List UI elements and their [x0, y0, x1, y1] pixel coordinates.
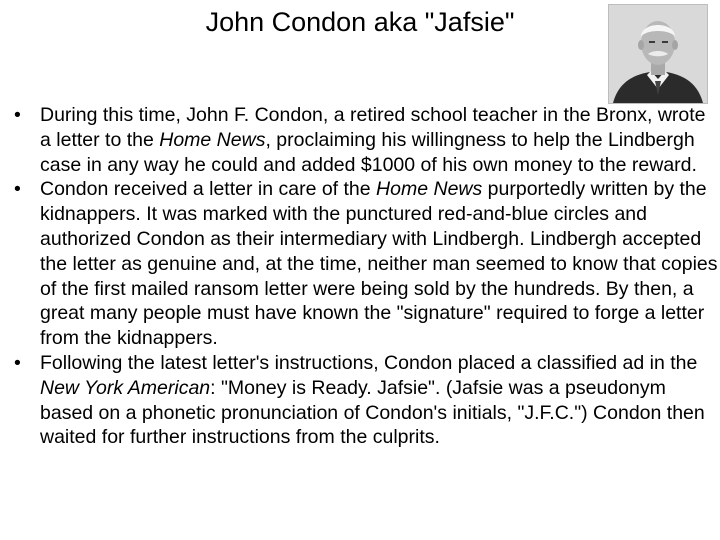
- bullet-text: , proclaiming his willingness to help the Lindbergh case in any way he could and added $1000 of his own money to the reward.: [40, 128, 697, 176]
- bullet-text: Following the latest letter's instructions, Condon placed a classified ad in the: [40, 351, 698, 374]
- portrait-image-icon: [609, 5, 707, 103]
- italic-text: Home News: [376, 178, 483, 201]
- slide-title: John Condon aka "Jafsie": [205, 7, 515, 37]
- bullet-text: Condon received a letter in care of the: [40, 178, 377, 201]
- bullet-item: [14, 351, 718, 450]
- portrait-photo: [608, 4, 708, 104]
- bullet-list: [14, 103, 718, 450]
- bullet-text: purportedly written by the kidnappers. It was marked with the punctured red-and-blue circles and authorized Condon as their intermediary with Lindbergh. Lindbergh accepted the letter as genuine and, at the time, neither man seemed to know that copies of the first mailed ransom letter were being sold by the hundreds. By then, a great many people must have known the "signature" required to forge a letter from the kidnappers.: [40, 178, 718, 350]
- italic-text: New York American: [40, 376, 211, 399]
- bullet-text: During this time, John F. Condon, a retired school teacher in the Bronx, wrote a letter to the: [40, 104, 706, 151]
- bullet-dot: •: [14, 178, 21, 201]
- italic-text: Home News: [159, 128, 266, 151]
- bullet-text: : "Money is Ready. Jafsie". (Jafsie was a pseudonym based on a phonetic pronunciation of Condon's initials, "J.F.C.") Condon then waited for further instructions from the culprits.: [40, 376, 705, 449]
- bullet-item: [14, 177, 718, 351]
- bullet-dot: •: [14, 104, 21, 126]
- bullet-item: [14, 103, 718, 177]
- bullet-dot: •: [14, 351, 21, 374]
